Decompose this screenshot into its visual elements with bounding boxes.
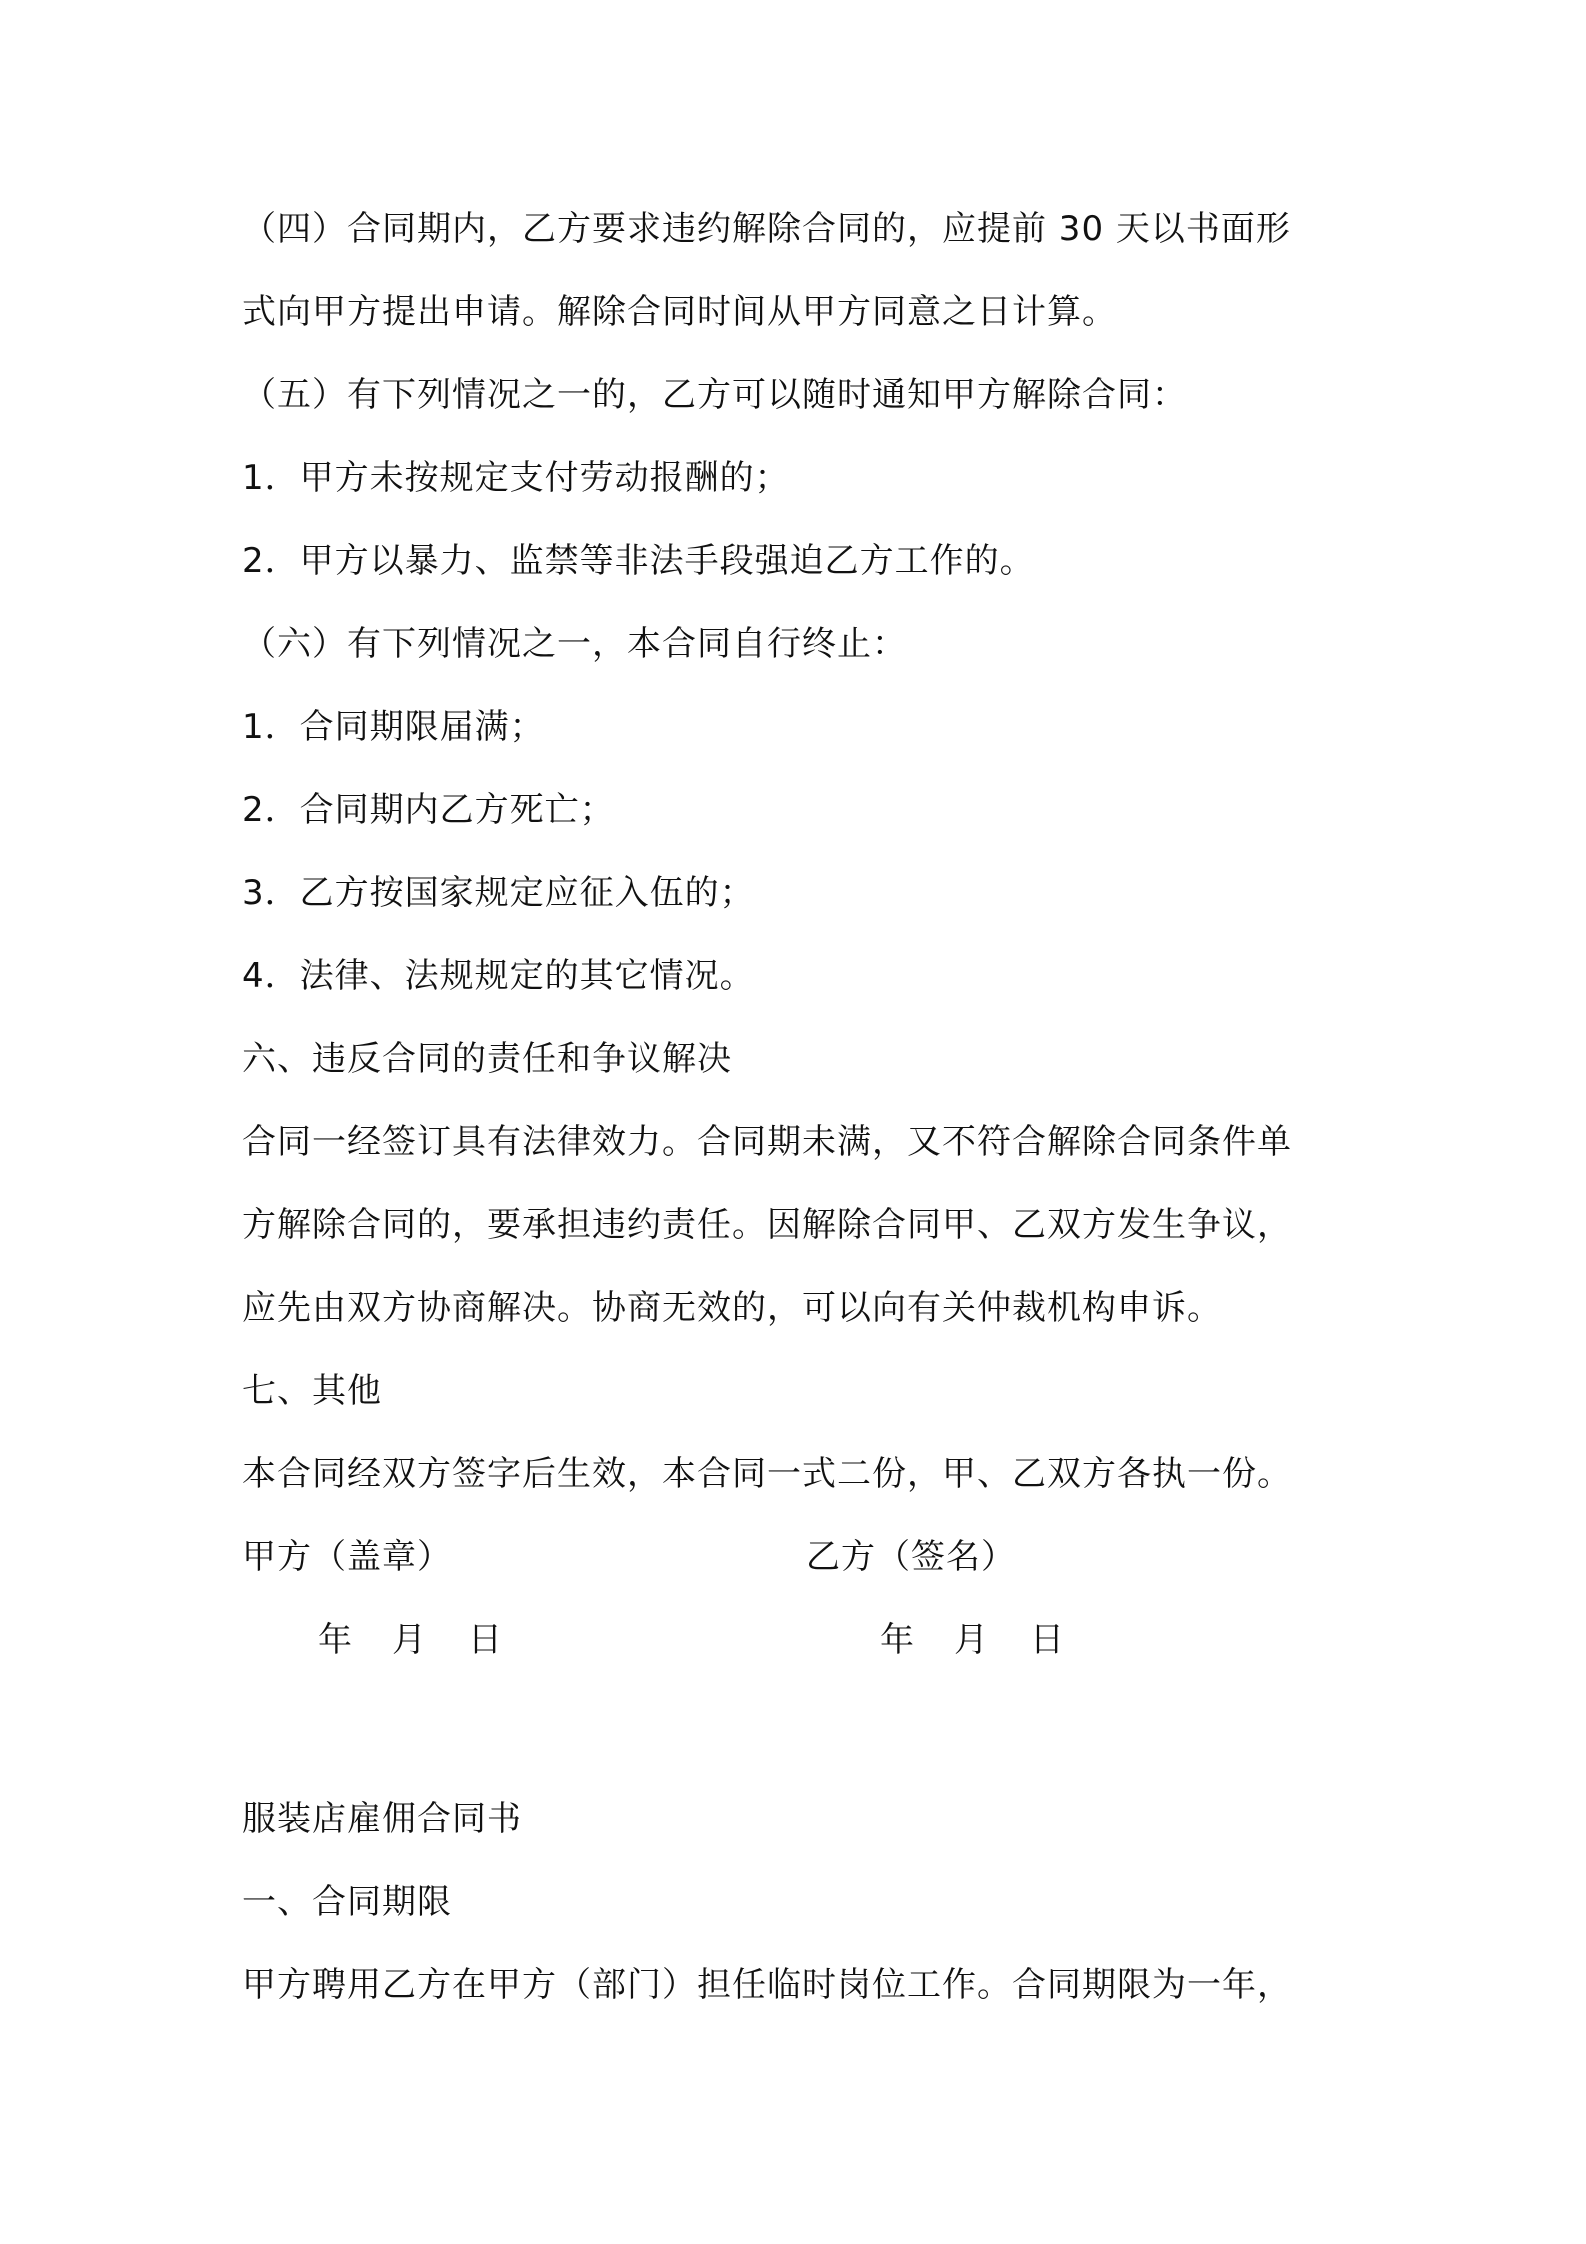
paragraph-line: 式向甲方提出申请。解除合同时间从甲方同意之日计算。 xyxy=(242,292,1117,332)
paragraph-line: 应先由双方协商解决。协商无效的，可以向有关仲裁机构申诉。 xyxy=(242,1288,1222,1328)
paragraph-line: 合同一经签订具有法律效力。合同期未满，又不符合解除合同条件单 xyxy=(242,1122,1292,1162)
document-title: 服装店雇佣合同书 xyxy=(242,1799,522,1839)
paragraph-line: 本合同经双方签字后生效，本合同一式二份，甲、乙双方各执一份。 xyxy=(242,1454,1292,1494)
section-heading: 六、违反合同的责任和争议解决 xyxy=(242,1039,732,1079)
party-b-month: 月 xyxy=(954,1620,988,1660)
paragraph-line: 方解除合同的，要承担违约责任。因解除合同甲、乙双方发生争议， xyxy=(242,1205,1292,1245)
paragraph-line: （六）有下列情况之一，本合同自行终止： xyxy=(242,624,907,664)
list-item: 4．法律、法规规定的其它情况。 xyxy=(242,956,755,996)
paragraph-line: （五）有下列情况之一的，乙方可以随时通知甲方解除合同： xyxy=(242,375,1187,415)
paragraph-line: （四）合同期内，乙方要求违约解除合同的，应提前 30 天以书面形 xyxy=(242,209,1291,249)
party-a-year: 年 xyxy=(318,1620,352,1660)
party-a-day: 日 xyxy=(468,1620,502,1660)
party-b-label: 乙方（签名） xyxy=(806,1537,1016,1577)
party-b-year: 年 xyxy=(880,1620,914,1660)
list-item: 2．甲方以暴力、监禁等非法手段强迫乙方工作的。 xyxy=(242,541,1035,581)
paragraph-line: 甲方聘用乙方在甲方（部门）担任临时岗位工作。合同期限为一年， xyxy=(242,1965,1292,2005)
party-a-label: 甲方（盖章） xyxy=(242,1537,452,1577)
list-item: 2．合同期内乙方死亡； xyxy=(242,790,615,830)
list-item: 1．甲方未按规定支付劳动报酬的； xyxy=(242,458,790,498)
party-a-month: 月 xyxy=(392,1620,426,1660)
list-item: 1．合同期限届满； xyxy=(242,707,545,747)
section-heading: 一、合同期限 xyxy=(242,1882,452,1922)
section-heading: 七、其他 xyxy=(242,1371,382,1411)
party-b-day: 日 xyxy=(1030,1620,1064,1660)
list-item: 3．乙方按国家规定应征入伍的； xyxy=(242,873,755,913)
